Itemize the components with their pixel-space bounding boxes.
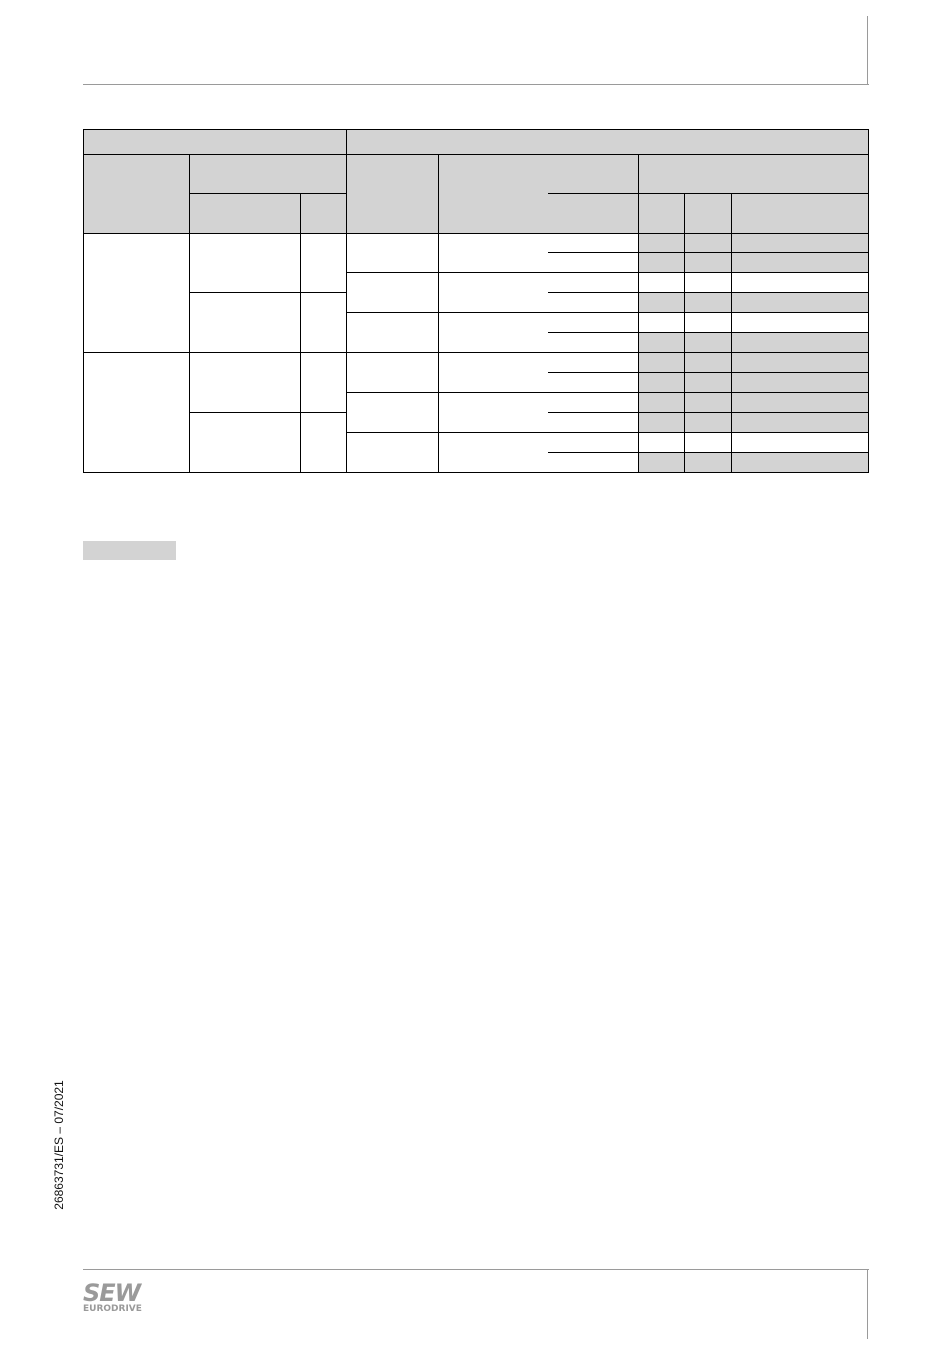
table-header-band-right [346, 129, 868, 154]
footer-rule [83, 1269, 869, 1270]
document-id: 26863731/ES – 07/2021 [52, 1080, 66, 1210]
company-logo [83, 1279, 155, 1320]
footer-vertical-rule [867, 1269, 868, 1339]
gray-label-block [83, 541, 176, 560]
data-table [0, 0, 950, 480]
logo-subtext: EURODRIVE [83, 1304, 142, 1314]
table-header-band-left [83, 129, 346, 154]
logo-wordmark: SEW [83, 1279, 141, 1307]
